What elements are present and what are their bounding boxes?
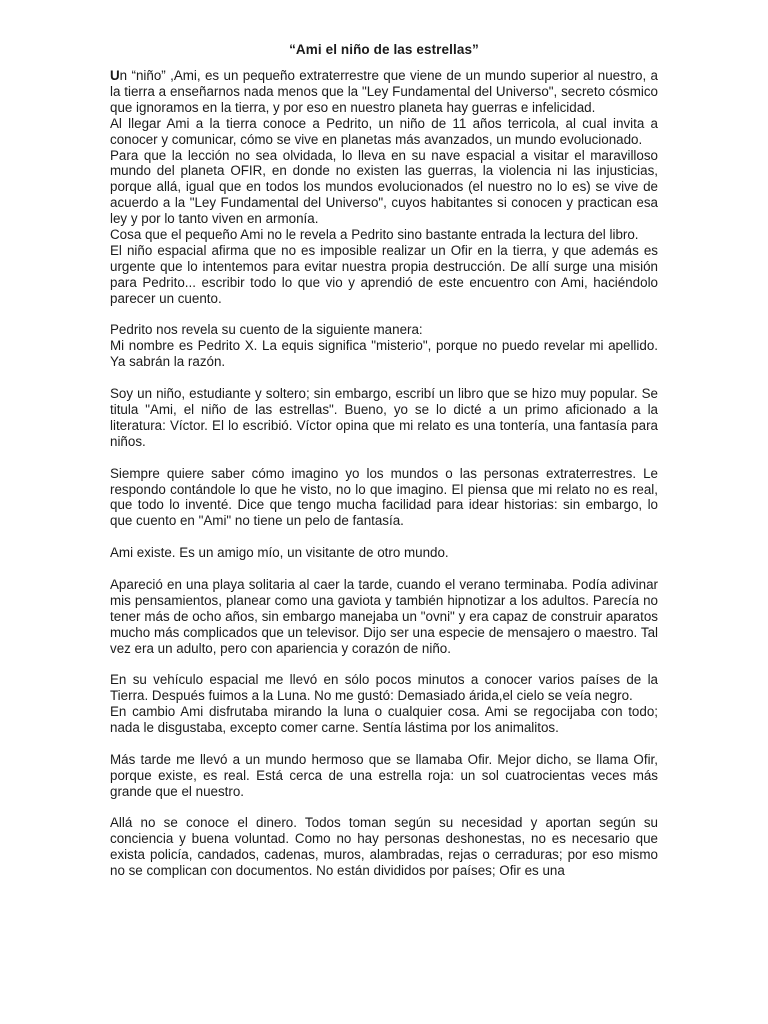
paragraph-gap xyxy=(110,736,658,752)
body-paragraph: En cambio Ami disfrutaba mirando la luna o cualquier cosa. Ami se regocijaba con todo; nada le disgustaba, excepto comer carne. Sentía lástima por los animalitos. xyxy=(110,704,658,736)
body-paragraph: Para que la lección no sea olvidada, lo lleva en su nave espacial a visitar el maravilloso mundo del planeta OFIR, en donde no existen las guerras, la violencia ni las injusticias, porque allá, igual que en todos los mundos evolucionados (el nuestro no lo es) se vive de acuerdo a la "Ley Fundamental del Universo", cuyos habitantes si conocen y practican esa ley y por lo tanto viven en armonía. xyxy=(110,147,658,227)
document-page xyxy=(110,42,658,879)
paragraph-gap xyxy=(110,529,658,545)
body-paragraph: Siempre quiere saber cómo imagino yo los mundos o las personas extraterrestres. Le respondo contándole lo que he visto, no lo que imagino. El piensa que mi relato no es real, que todo lo inventé. Dice que tengo mucha facilidad para idear historias: sin embargo, lo que cuento en "Ami" no tiene un pelo de fantasía. xyxy=(110,465,658,529)
document-body xyxy=(110,116,658,879)
paragraph-gap xyxy=(110,450,658,466)
intro-text: n “niño” ,Ami, es un pequeño extraterrestre que viene de un mundo superior al nuestro, a la tierra a enseñarnos nada menos que la "Ley Fundamental del Universo", secreto cósmico que ignoramos en la tierra, y por eso en nuestro planeta hay guerras e infelicidad. xyxy=(110,68,658,115)
paragraph-gap xyxy=(110,656,658,672)
body-paragraph: Más tarde me llevó a un mundo hermoso que se llamaba Ofir. Mejor dicho, se llama Ofir, porque existe, es real. Está cerca de una estrella roja: un sol cuatrocientas veces más grande que el nuestro. xyxy=(110,751,658,799)
body-paragraph: Al llegar Ami a la tierra conoce a Pedrito, un niño de 11 años terricola, al cual invita a conocer y comunicar, cómo se vive en planetas más avanzados, un mundo evolucionado. xyxy=(110,115,658,147)
intro-paragraph xyxy=(110,68,658,116)
paragraph-gap xyxy=(110,800,658,816)
body-paragraph: En su vehículo espacial me llevó en sólo pocos minutos a conocer varios países de la Tierra. Después fuimos a la Luna. No me gustó: Demasiado árida,el cielo se veía negro. xyxy=(110,672,658,704)
document-title: “Ami el niño de las estrellas” xyxy=(289,42,479,57)
body-paragraph: Allá no se conoce el dinero. Todos toman según su necesidad y aportan según su conciencia y buena voluntad. Como no hay personas deshonestas, no es necesario que exista policía, candados, cadenas, muros, alambradas, rejas o cerraduras; por eso mismo no se complican con documentos. No están divididos por países; Ofir es una xyxy=(110,815,658,879)
body-paragraph: El niño espacial afirma que no es imposible realizar un Ofir en la tierra, y que además es urgente que lo intentemos para evitar nuestra propia destrucción. De allí surge una misión para Pedrito... escribir todo lo que vio y aprendió de este encuentro con Ami, haciéndolo parecer un cuento. xyxy=(110,242,658,306)
paragraph-gap xyxy=(110,307,658,323)
body-paragraph: Soy un niño, estudiante y soltero; sin embargo, escribí un libro que se hizo muy popular. Se titula "Ami, el niño de las estrellas". Bueno, yo se lo dicté a un primo aficionado a la literatura: Víctor. El lo escribió. Víctor opina que mi relato es una tontería, una fantasía para niños. xyxy=(110,386,658,449)
paragraph-gap xyxy=(110,370,658,386)
body-paragraph: Ami existe. Es un amigo mío, un visitante de otro mundo. xyxy=(110,545,449,561)
body-paragraph: Apareció en una playa solitaria al caer la tarde, cuando el verano terminaba. Podía adivinar mis pensamientos, planear como una gaviota y también hipnotizar a los adultos. Parecía no tener más de ocho años, sin embargo manejaba un "ovni" y era capaz de construir aparatos mucho más complicados que un televisor. Dijo ser una especie de mensajero o maestro. Tal vez era un adulto, pero con apariencia y corazón de niño. xyxy=(110,576,658,656)
body-paragraph: Mi nombre es Pedrito X. La equis significa "misterio", porque no puedo revelar mi apellido. Ya sabrán la razón. xyxy=(110,338,658,370)
drop-letter: U xyxy=(110,68,120,83)
body-paragraph: Cosa que el pequeño Ami no le revela a Pedrito sino bastante entrada la lectura del libro. xyxy=(110,227,639,243)
paragraph-gap xyxy=(110,561,658,577)
body-paragraph: Pedrito nos revela su cuento de la siguiente manera: xyxy=(110,322,423,338)
